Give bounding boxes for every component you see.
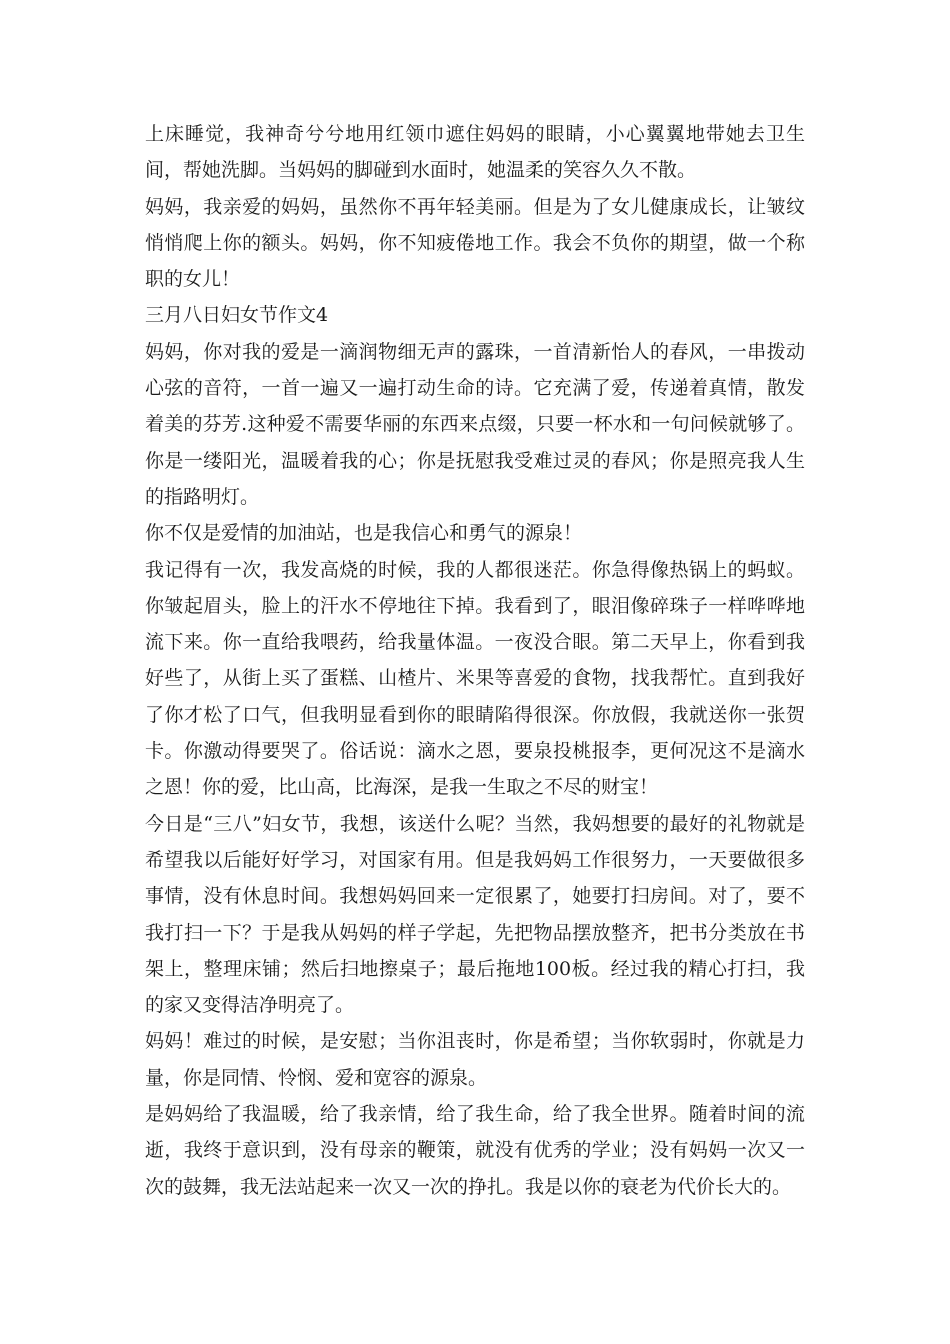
- paragraph-2: 妈妈，我亲爱的妈妈，虽然你不再年轻美丽。但是为了女儿健康成长，让皱纹悄悄爬上你的额头。妈妈，你不知疲倦地工作。我会不负你的期望，做一个称职的女儿！: [145, 195, 805, 291]
- paragraph-6: 今日是“三八”妇女节，我想，该送什么呢？当然，我妈想要的最好的礼物就是希望我以后能好好学习，对国家有用。但是我妈妈工作很努力，一天要做很多事情，没有休息时间。我想妈妈回来一定很累了，她要打扫房间。对了，要不我打扫一下？于是我从妈妈的样子学起，先把物品摆放整齐，把书分类放在书架上，整理床铺；然后扫地擦桌子；最后拖地100板。经过我的精心打扫，我的家又变得洁净明亮了。: [145, 812, 805, 1017]
- paragraph-5: 我记得有一次，我发高烧的时候，我的人都很迷茫。你急得像热锅上的蚂蚁。你皱起眉头，脸上的汗水不停地往下掉。我看到了，眼泪像碎珠子一样哗哗地流下来。你一直给我喂药，给我量体温。一夜没合眼。第二天早上，你看到我好些了，从街上买了蛋糕、山楂片、米果等喜爱的食物，找我帮忙。直到我好了你才松了口气，但我明显看到你的眼睛陷得很深。你放假，我就送你一张贺卡。你激动得要哭了。俗话说：滴水之恩，要泉投桃报李，更何况这不是滴水之恩！你的爱，比山高，比海深，是我一生取之不尽的财宝！: [145, 558, 805, 799]
- section-heading: 三月八日妇女节作文4: [145, 304, 329, 327]
- document-page: [145, 116, 805, 1205]
- paragraph-8: 是妈妈给了我温暖，给了我亲情，给了我生命，给了我全世界。随着时间的流逝，我终于意识到，没有母亲的鞭策，就没有优秀的学业；没有妈妈一次又一次的鼓舞，我无法站起来一次又一次的挣扎。我是以你的衰老为代价长大的。: [145, 1103, 805, 1198]
- paragraph-3: 妈妈，你对我的爱是一滴润物细无声的露珠，一首清新怡人的春风，一串拨动心弦的音符，一首一遍又一遍打动生命的诗。它充满了爱，传递着真情，散发着美的芬芳.这种爱不需要华丽的东西来点缀，只要一杯水和一句问候就够了。你是一缕阳光，温暖着我的心；你是抚慰我受难过灵的春风；你是照亮我人生的指路明灯。: [145, 340, 805, 508]
- paragraph-1: 上床睡觉，我神奇兮兮地用红领巾遮住妈妈的眼睛，小心翼翼地带她去卫生间，帮她洗脚。当妈妈的脚碰到水面时，她温柔的笑容久久不散。: [145, 123, 805, 182]
- paragraph-4: 你不仅是爱情的加油站，也是我信心和勇气的源泉！: [145, 522, 583, 545]
- paragraph-7: 妈妈！难过的时候，是安慰；当你沮丧时，你是希望；当你软弱时，你就是力量，你是同情、怜悯、爱和宽容的源泉。: [145, 1030, 805, 1089]
